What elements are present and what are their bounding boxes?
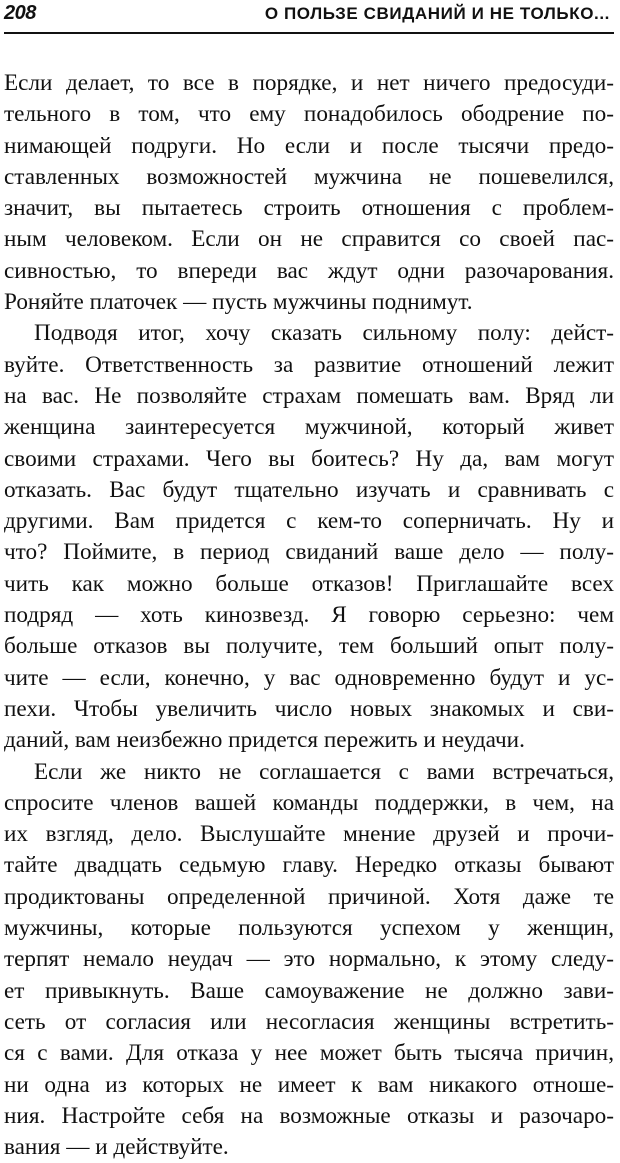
text-line: ни одна из которых не имеет к вам никакого отноше- [4,1071,614,1098]
text-line: ния. Настройте себя на возможные отказы и разочаро- [4,1102,614,1129]
running-title: О ПОЛЬЗЕ СВИДАНИЙ И НЕ ТОЛЬКО... [264,4,610,23]
text-line: Роняйте платочек — пусть мужчины поднимут. [4,289,473,316]
text-line: женщина заинтересуется мужчиной, который живет [4,414,614,441]
paragraph-3 [4,757,614,1163]
text-line: нимающей подруги. Но если и после тысячи предо- [4,132,614,159]
text-line: отказать. Вас будут тщательно изучать и сравнивать с [4,476,614,503]
text-line: тельного в том, что ему понадобилось ободрение по- [4,101,614,128]
text-line: больше отказов вы получите, тем больший опыт полу- [4,633,614,660]
text-line: даний, вам неизбежно придется пережить и неудачи. [4,727,525,754]
text-line: Если делает, то все в порядке, и нет ничего предосуди- [4,70,614,96]
text-line: тайте двадцать седьмую главу. Нередко отказы бывают [4,852,614,879]
text-line: мужчины, которые пользуются успехом у женщин, [4,915,614,942]
text-line: пехи. Чтобы увеличить число новых знакомых и сви- [4,695,614,722]
paragraph-2 [4,318,614,756]
text-line: ся с вами. Для отказа у нее может быть тысяча причин, [4,1040,614,1067]
text-line: что? Поймите, в период свиданий ваше дело — полу- [4,539,614,566]
text-line: вуйте. Ответственность за развитие отношений лежит [4,351,614,378]
text-line: ным человеком. Если он не справится со своей пас- [4,226,614,253]
text-line: вания — и действуйте. [4,1134,229,1161]
text-line: сивностью, то впереди вас ждут одни разочарования. [4,257,614,284]
body-text [4,68,614,1163]
text-line: значит, вы пытаетесь строить отношения с проблем- [4,195,614,222]
text-line: сеть от согласия или несогласия женщины встретить- [4,1008,614,1035]
text-line: продиктованы определенной причиной. Хотя даже те [4,883,614,910]
text-line: чите — если, конечно, у вас одновременно будут и ус- [4,664,614,691]
text-line: другими. Вам придется с кем-то соперничать. Ну и [4,508,614,535]
text-line: спросите членов вашей команды поддержки, в чем, на [4,789,614,816]
text-line: на вас. Не позволяйте страхам помешать вам. Вряд ли [4,382,614,409]
paragraph-1 [4,68,614,318]
text-line: их взгляд, дело. Выслушайте мнение друзей и прочи- [4,821,614,848]
text-line: чить как можно больше отказов! Приглашайте всех [4,570,614,597]
text-line: Если же никто не соглашается с вами встречаться, [34,758,614,785]
text-line: ставленных возможностей мужчина не пошевелился, [4,163,614,190]
text-line: Подводя итог, хочу сказать сильному полу: дейст- [34,320,614,347]
text-line: своими страхами. Чего вы боитесь? Ну да, вам могут [4,445,614,472]
text-line: ет привыкнуть. Ваше самоуважение не должно зави- [4,977,614,1004]
text-line: терпят немало неудач — это нормально, к этому следу- [4,946,614,973]
text-line: подряд — хоть кинозвезд. Я говорю серьезно: чем [4,602,614,629]
running-header [4,0,614,34]
page-number: 208 [4,2,36,24]
